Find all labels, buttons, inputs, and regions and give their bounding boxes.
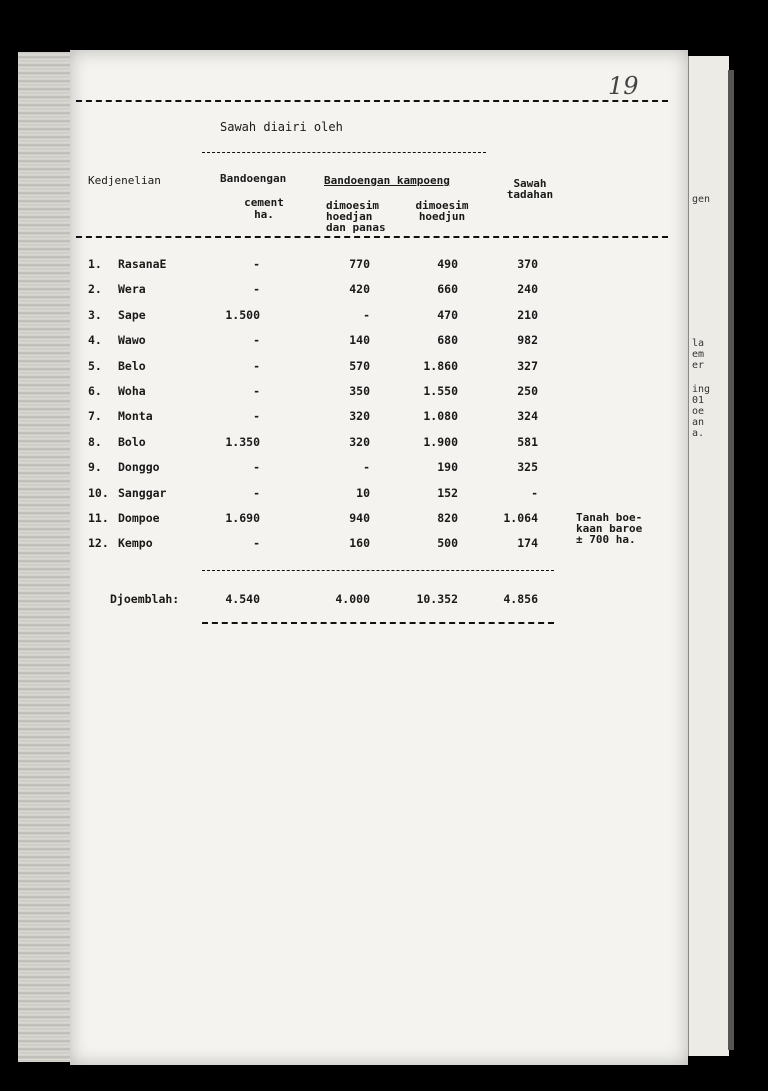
row-kedjenelian: Dompoe (118, 511, 160, 525)
col-header-kedjenelian: Kedjenelian (88, 174, 161, 187)
row-sawah: 325 (517, 460, 538, 474)
row-dimoesim-b: 1.860 (423, 359, 458, 373)
row-number: 3. (88, 308, 102, 322)
row-dimoesim-b: 490 (437, 257, 458, 271)
row-bandoengan: - (253, 333, 260, 347)
col-header-bandoengan: Bandoengan (220, 172, 287, 185)
row-kedjenelian: Belo (118, 359, 146, 373)
table-note: Tanah boe- kaan baroe ± 700 ha. (576, 511, 643, 546)
row-bandoengan: 1.350 (225, 435, 260, 449)
row-kedjenelian: Kempo (118, 536, 153, 550)
row-kedjenelian: RasanaE (118, 257, 167, 271)
row-number: 4. (88, 333, 102, 347)
row-sawah: 1.064 (503, 511, 538, 525)
row-kedjenelian: Sanggar (118, 486, 167, 500)
row-sawah: 250 (517, 384, 538, 398)
row-dimoesim-a: 140 (349, 333, 370, 347)
row-sawah: 327 (517, 359, 538, 373)
divider-total-bottom (202, 622, 554, 624)
row-sawah: 210 (517, 308, 538, 322)
row-bandoengan: - (253, 486, 260, 500)
row-number: 1. (88, 257, 102, 271)
row-number: 9. (88, 460, 102, 474)
col-header-kampoeng: Bandoengan kampoeng (324, 174, 450, 187)
row-dimoesim-a: 350 (349, 384, 370, 398)
row-kedjenelian: Wera (118, 282, 146, 296)
row-number: 2. (88, 282, 102, 296)
row-bandoengan: - (253, 384, 260, 398)
row-dimoesim-b: 1.080 (423, 409, 458, 423)
margin-fragment: la em er (692, 338, 705, 371)
row-dimoesim-b: 500 (437, 536, 458, 550)
total-sawah: 4.856 (503, 592, 538, 606)
row-number: 7. (88, 409, 102, 423)
row-number: 8. (88, 435, 102, 449)
row-dimoesim-b: 820 (437, 511, 458, 525)
margin-fragment: ing 01 oe an a. (692, 384, 711, 439)
facing-page-edge (688, 56, 729, 1056)
row-dimoesim-a: 420 (349, 282, 370, 296)
divider-heading (202, 152, 486, 153)
row-dimoesim-b: 1.900 (423, 435, 458, 449)
row-number: 10. (88, 486, 109, 500)
row-bandoengan: 1.690 (225, 511, 260, 525)
row-sawah: 370 (517, 257, 538, 271)
total-dimoesim-a: 4.000 (335, 592, 370, 606)
document-page (70, 50, 688, 1065)
row-sawah: 581 (517, 435, 538, 449)
col-header-sawah: Sawah tadahan (506, 177, 554, 201)
row-kedjenelian: Bolo (118, 435, 146, 449)
row-dimoesim-a: 570 (349, 359, 370, 373)
row-dimoesim-a: - (363, 460, 370, 474)
col-header-dimoesim-a: dimoesim hoedjan dan panas (326, 199, 386, 234)
row-dimoesim-a: 940 (349, 511, 370, 525)
book-spine-edge (728, 70, 734, 1050)
total-bandoengan: 4.540 (225, 592, 260, 606)
total-label: Djoemblah: (110, 592, 180, 606)
row-dimoesim-b: 152 (437, 486, 458, 500)
row-dimoesim-a: 320 (349, 435, 370, 449)
row-bandoengan: - (253, 282, 260, 296)
row-dimoesim-a: 320 (349, 409, 370, 423)
row-bandoengan: 1.500 (225, 308, 260, 322)
row-dimoesim-a: 160 (349, 536, 370, 550)
row-number: 11. (88, 511, 109, 525)
row-sawah: 982 (517, 333, 538, 347)
row-number: 6. (88, 384, 102, 398)
row-dimoesim-b: 470 (437, 308, 458, 322)
row-dimoesim-a: 770 (349, 257, 370, 271)
page-number: 19 (608, 72, 639, 100)
row-number: 5. (88, 359, 102, 373)
row-dimoesim-b: 660 (437, 282, 458, 296)
row-sawah: 174 (517, 536, 538, 550)
row-kedjenelian: Woha (118, 384, 146, 398)
row-dimoesim-b: 680 (437, 333, 458, 347)
divider-top (76, 100, 668, 102)
row-dimoesim-a: 10 (356, 486, 370, 500)
row-bandoengan: - (253, 359, 260, 373)
row-bandoengan: - (253, 409, 260, 423)
col-header-dimoesim-b: dimoesim hoedjun (415, 199, 469, 223)
row-kedjenelian: Sape (118, 308, 146, 322)
divider-header (76, 236, 668, 238)
row-kedjenelian: Wawo (118, 333, 146, 347)
row-kedjenelian: Donggo (118, 460, 160, 474)
row-kedjenelian: Monta (118, 409, 153, 423)
row-dimoesim-b: 1.550 (423, 384, 458, 398)
row-sawah: 324 (517, 409, 538, 423)
row-bandoengan: - (253, 536, 260, 550)
row-sawah: - (531, 486, 538, 500)
margin-fragment: gen (692, 194, 711, 205)
table-heading: Sawah diairi oleh (220, 120, 343, 134)
row-bandoengan: - (253, 460, 260, 474)
row-number: 12. (88, 536, 109, 550)
row-sawah: 240 (517, 282, 538, 296)
col-header-bandoengan-sub: cement ha. (244, 196, 284, 221)
row-dimoesim-b: 190 (437, 460, 458, 474)
row-bandoengan: - (253, 257, 260, 271)
total-dimoesim-b: 10.352 (416, 592, 458, 606)
divider-total-top (202, 570, 554, 571)
row-dimoesim-a: - (363, 308, 370, 322)
book-edge (18, 52, 70, 1062)
